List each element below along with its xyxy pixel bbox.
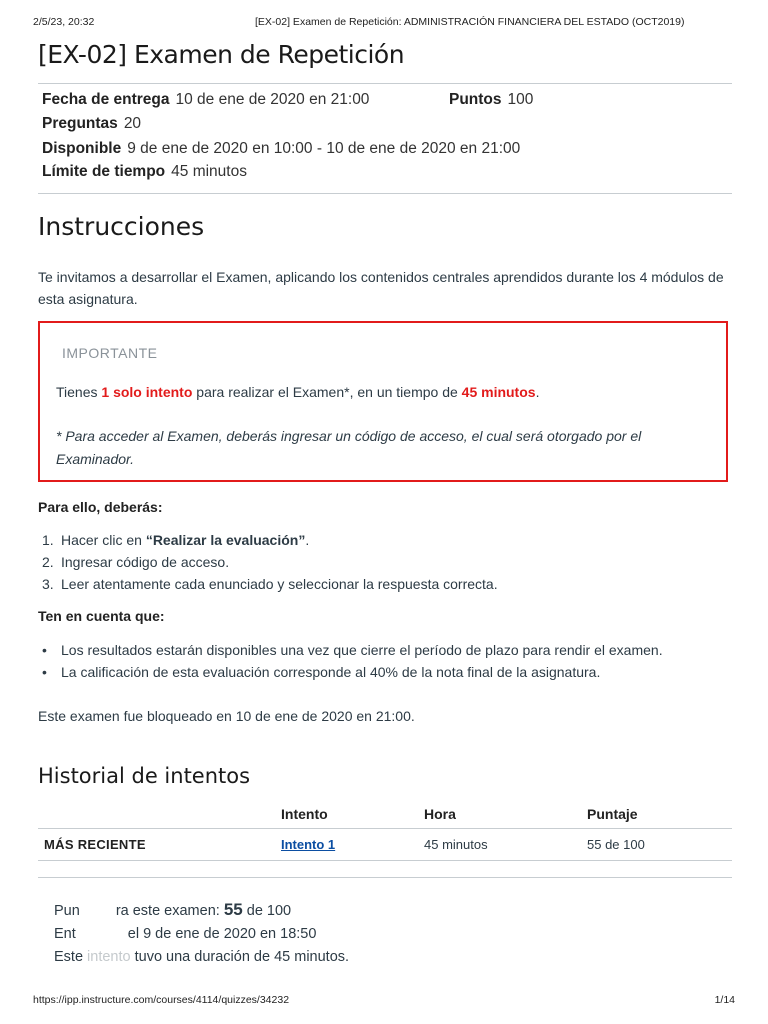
list-item — [42, 639, 663, 661]
duration-text: Este — [54, 949, 88, 965]
due-date-value: 10 de ene de 2020 en 21:00 — [175, 91, 370, 108]
page-url: https://ipp.instructure.com/courses/4114/quizzes/34232 — [33, 994, 290, 1006]
submitted-text: Ent — [54, 926, 76, 942]
table-row — [38, 829, 732, 861]
notes-list — [42, 639, 663, 683]
note-text: Los resultados estarán disponibles una vez que cierre el período de plazo para rendir el examen. — [61, 642, 663, 658]
step-number: 3. — [42, 576, 54, 592]
submitted-line — [54, 923, 349, 946]
questions-value: 20 — [123, 115, 142, 132]
score-value: 55 — [223, 900, 243, 919]
time-limit-value: 45 minutos — [171, 163, 247, 180]
step-text: . — [305, 532, 310, 548]
note-text: La calificación de esta evaluación corresponde al 40% de la nota final de la asignatura. — [61, 664, 601, 680]
points-value: 100 — [507, 91, 534, 108]
attempt-link[interactable]: Intento 1 — [281, 837, 336, 852]
score-cell: 55 de 100 — [581, 829, 732, 861]
steps-list — [42, 529, 498, 595]
important-text: para realizar el Examen*, en un tiempo de — [192, 384, 462, 400]
divider — [38, 193, 732, 194]
page-title: [EX-02] Examen de Repetición — [38, 40, 405, 69]
due-date-row — [42, 91, 369, 109]
divider — [38, 83, 732, 84]
score-text: de 100 — [242, 903, 292, 919]
submitted-text: el 9 de ene de 2020 en 18:50 — [127, 926, 317, 942]
questions-row — [42, 115, 141, 133]
questions-label: Preguntas — [42, 115, 118, 132]
time-limit-row — [42, 163, 247, 181]
step-number: 1. — [42, 532, 54, 548]
duration-text: tuvo una duración de 45 minutos. — [130, 949, 350, 965]
list-item — [42, 551, 498, 573]
list-item — [42, 661, 663, 683]
available-value: 9 de ene de 2020 en 10:00 - 10 de ene de 2020 en 21:00 — [127, 140, 521, 157]
important-heading: IMPORTANTE — [62, 345, 158, 361]
available-label: Disponible — [42, 140, 122, 157]
print-date: 2/5/23, 20:32 — [33, 16, 95, 28]
score-text: Pun — [54, 903, 80, 919]
time-limit-label: Límite de tiempo — [42, 163, 166, 180]
lock-message: Este examen fue bloqueado en 10 de ene de 2020 en 21:00. — [38, 708, 415, 724]
column-header — [38, 800, 275, 829]
points-row — [449, 91, 533, 109]
duration-line — [54, 946, 349, 969]
notes-heading: Ten en cuenta que: — [38, 608, 165, 624]
instructions-heading: Instrucciones — [38, 212, 205, 241]
important-text: . — [535, 384, 540, 400]
print-header — [33, 16, 728, 30]
most-recent-label: MÁS RECIENTE — [38, 829, 275, 861]
steps-heading: Para ello, deberás: — [38, 499, 163, 515]
history-heading: Historial de intentos — [38, 764, 251, 788]
time-cell: 45 minutos — [418, 829, 581, 861]
important-box — [38, 321, 728, 482]
divider — [38, 877, 732, 878]
available-row — [42, 140, 520, 158]
attempt-count-highlight: 1 solo intento — [101, 384, 193, 400]
points-label: Puntos — [449, 91, 502, 108]
step-text: Hacer clic en — [61, 532, 146, 548]
list-item — [42, 529, 498, 551]
instructions-intro: Te invitamos a desarrollar el Examen, aplicando los contenidos centrales aprendidos durante los 4 módulos de esta asignatura. — [38, 269, 724, 307]
step-text: Ingresar código de acceso. — [61, 554, 230, 570]
score-line — [54, 898, 349, 923]
column-header: Hora — [418, 800, 581, 829]
column-header: Puntaje — [581, 800, 732, 829]
table-header-row — [38, 800, 732, 829]
print-document-title: [EX-02] Examen de Repetición: ADMINISTRACIÓN FINANCIERA DEL ESTADO (OCT2019) — [255, 16, 685, 28]
important-text: Tienes — [56, 384, 102, 400]
due-date-label: Fecha de entrega — [42, 91, 170, 108]
column-header: Intento — [275, 800, 418, 829]
step-action-name: “Realizar la evaluación” — [145, 532, 306, 548]
attempt-cell — [275, 829, 418, 861]
time-highlight: 45 minutos — [461, 384, 536, 400]
obscured-text: intento — [87, 949, 131, 965]
attempt-history-table — [38, 800, 732, 861]
bullet-icon: • — [42, 664, 47, 680]
score-text: ra este examen: — [115, 903, 224, 919]
step-text: Leer atentamente cada enunciado y seleccionar la respuesta correcta. — [61, 576, 498, 592]
access-code-note: * Para acceder al Examen, deberás ingresar un código de acceso, el cual será otorgado por el Examinador. — [56, 428, 642, 467]
page-number: 1/14 — [714, 994, 735, 1006]
step-number: 2. — [42, 554, 54, 570]
bullet-icon: • — [42, 642, 47, 658]
important-attempt-line — [56, 384, 539, 400]
list-item — [42, 573, 498, 595]
score-summary — [54, 898, 349, 969]
